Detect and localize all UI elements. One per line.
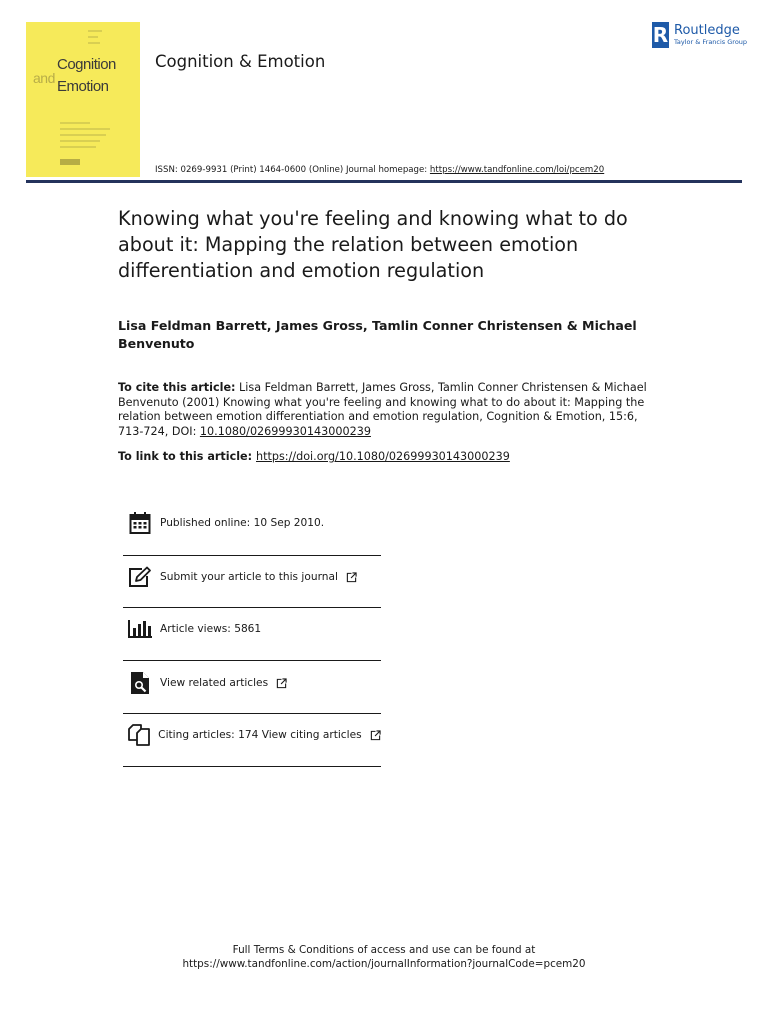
cover-decoration — [60, 146, 96, 148]
publisher-name: Routledge — [674, 23, 740, 39]
divider — [123, 766, 381, 767]
doi-link[interactable]: 10.1080/02699930143000239 — [199, 424, 371, 438]
bar-chart-icon — [127, 616, 153, 642]
related-articles-link[interactable] — [160, 677, 287, 689]
issn-text: ISSN: 0269-9931 (Print) 1464-0600 (Online) Journal homepage: — [155, 165, 430, 175]
divider — [123, 713, 381, 714]
cover-decoration — [88, 42, 100, 44]
cover-title-line2: Emotion — [57, 78, 109, 95]
article-views-text: Article views: 5861 — [160, 623, 262, 635]
edit-icon — [127, 564, 153, 590]
header-divider — [26, 180, 742, 183]
article-doi-url-link[interactable]: https://doi.org/10.1080/02699930143000239 — [256, 450, 510, 463]
external-link-icon — [346, 572, 357, 583]
cover-decoration — [88, 30, 102, 32]
footer-terms — [0, 943, 768, 971]
journal-name: Cognition & Emotion — [155, 52, 326, 71]
related-articles-row[interactable] — [123, 670, 381, 696]
cover-decoration — [60, 122, 90, 124]
publisher-subtitle: Taylor & Francis Group — [674, 38, 748, 47]
related-articles-label: View related articles — [160, 677, 269, 689]
article-views-row — [123, 616, 381, 642]
cover-decoration — [60, 140, 100, 142]
document-search-icon — [127, 670, 153, 696]
article-title: Knowing what you're feeling and knowing what to do about it: Mapping the relation between emotion differentiation and emotion regulation — [118, 207, 628, 282]
article-authors: Lisa Feldman Barrett, James Gross, Tamlin Conner Christensen & Michael Benvenuto — [118, 318, 637, 351]
link-label: To link to this article: — [118, 450, 256, 463]
citing-documents-icon — [127, 722, 151, 748]
divider — [123, 607, 381, 608]
cite-text: Lisa Feldman Barrett, James Gross, Tamlin Conner Christensen & Michael Benvenuto (2001) Knowing what you're feeling and knowing what to do about it: Mapping the relation between emotion differentiation and emotion regulation, Cognition & Emotion, 15:6, 713-724, DOI: — [118, 381, 647, 438]
citation-block — [118, 381, 658, 439]
publisher-logo — [652, 22, 747, 48]
divider — [123, 555, 381, 556]
calendar-icon — [127, 510, 153, 536]
publisher-text — [674, 24, 747, 46]
citing-articles-link[interactable] — [158, 729, 381, 741]
citing-articles-row[interactable] — [123, 722, 381, 748]
divider — [123, 660, 381, 661]
published-online-text: Published online: 10 Sep 2010. — [160, 517, 325, 529]
published-online-row — [123, 510, 381, 536]
cover-title-line1: Cognition — [57, 56, 116, 73]
external-link-icon — [276, 678, 287, 689]
submit-article-link[interactable] — [160, 571, 357, 583]
cite-label: To cite this article: — [118, 381, 236, 394]
submit-article-label: Submit your article to this journal — [160, 571, 338, 583]
external-link-icon — [370, 730, 381, 741]
footer-terms-url[interactable]: https://www.tandfonline.com/action/journalInformation?journalCode=pcem20 — [182, 958, 586, 970]
cover-decoration — [60, 134, 106, 136]
cover-title-prefix: and — [33, 70, 55, 86]
cover-decoration — [88, 36, 98, 38]
cover-decoration — [60, 128, 110, 130]
routledge-logo-icon: R — [652, 23, 669, 47]
journal-cover-image — [26, 22, 140, 177]
journal-homepage-link[interactable]: https://www.tandfonline.com/loi/pcem20 — [429, 165, 605, 175]
cover-publisher-mark — [60, 159, 80, 165]
footer-terms-text: Full Terms & Conditions of access and use can be found at — [232, 944, 536, 956]
submit-article-row[interactable] — [123, 564, 381, 590]
citing-articles-label: Citing articles: 174 View citing articles — [158, 729, 362, 741]
article-link-line — [118, 450, 510, 463]
issn-line — [155, 165, 604, 175]
